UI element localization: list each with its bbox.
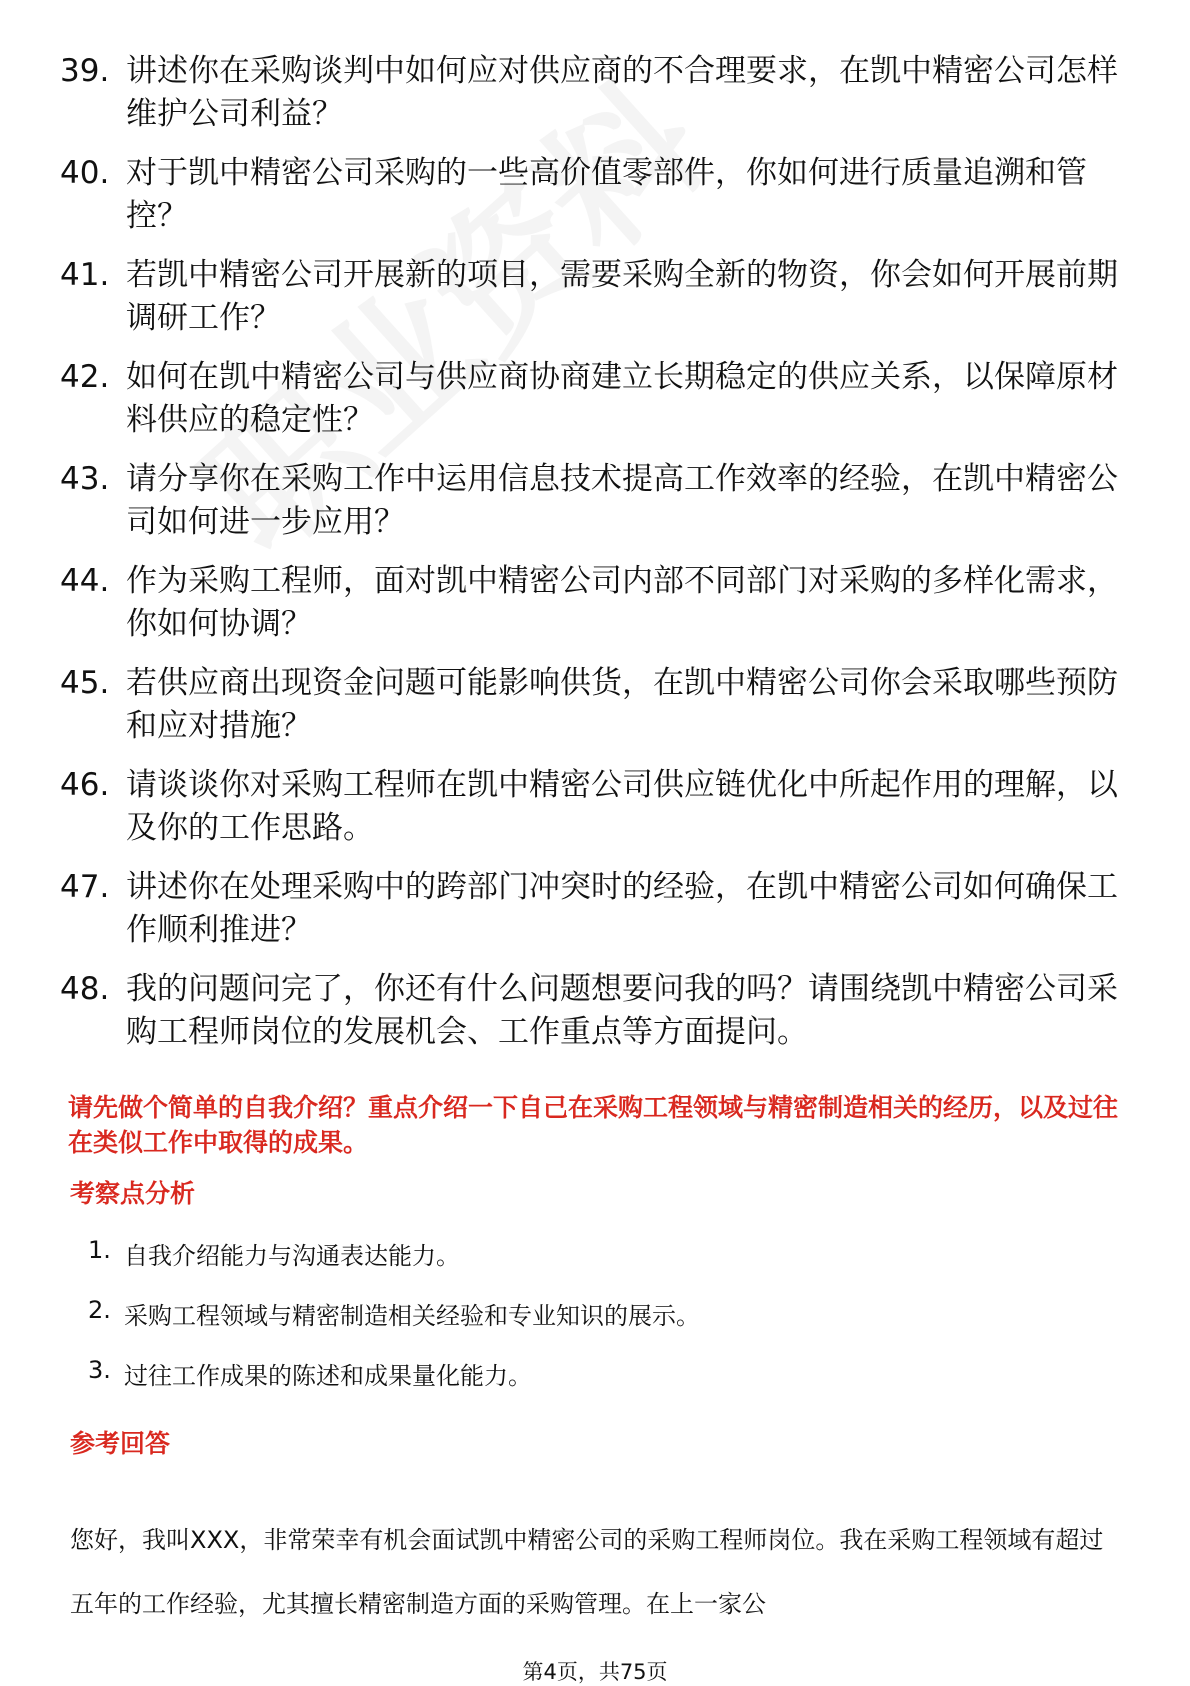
analysis-point [88,1356,700,1416]
analysis-point [88,1236,700,1296]
question-item [60,968,1120,1054]
analysis-point-number: 1. [88,1236,111,1264]
question-item [60,254,1120,340]
question-text: 请谈谈你对采购工程师在凯中精密公司供应链优化中所起作用的理解，以及你的工作思路。 [126,767,1118,846]
analysis-point-text: 自我介绍能力与沟通表达能力。 [124,1242,460,1270]
analysis-point [88,1296,700,1356]
analysis-list [88,1236,700,1416]
question-item [60,662,1120,748]
question-number: 44. [60,563,110,599]
question-number: 45. [60,665,110,701]
intro-question: 请先做个简单的自我介绍？重点介绍一下自己在采购工程领域与精密制造相关的经历，以及过往在类似工作中取得的成果。 [68,1093,1119,1157]
question-number: 47. [60,869,110,905]
question-item [60,866,1120,952]
question-number: 39. [60,53,110,89]
question-item [60,458,1120,544]
question-item [60,50,1120,136]
question-number: 46. [60,767,110,803]
question-number: 40. [60,155,110,191]
question-text: 对于凯中精密公司采购的一些高价值零部件，你如何进行质量追溯和管控？ [126,155,1087,234]
question-text: 作为采购工程师，面对凯中精密公司内部不同部门对采购的多样化需求，你如何协调？ [126,563,1118,642]
analysis-point-text: 过往工作成果的陈述和成果量化能力。 [124,1362,532,1390]
question-item [60,560,1120,646]
question-text: 如何在凯中精密公司与供应商协商建立长期稳定的供应关系，以保障原材料供应的稳定性？ [126,359,1118,438]
page-footer: 第4页，共75页 [522,1660,668,1684]
question-number: 41. [60,257,110,293]
analysis-point-number: 2. [88,1296,111,1324]
question-item [60,152,1120,238]
reference-heading: 参考回答 [70,1429,171,1458]
question-number: 48. [60,971,110,1007]
question-text: 若凯中精密公司开展新的项目，需要采购全新的物资，你会如何开展前期调研工作？ [126,257,1118,336]
question-item [60,356,1120,442]
question-number: 43. [60,461,110,497]
reference-answer: 您好，我叫XXX，非常荣幸有机会面试凯中精密公司的采购工程师岗位。我在采购工程领域有超过五年的工作经验，尤其擅长精密制造方面的采购管理。在上一家公 [70,1526,1104,1618]
question-text: 讲述你在采购谈判中如何应对供应商的不合理要求，在凯中精密公司怎样维护公司利益？ [126,53,1118,132]
question-text: 讲述你在处理采购中的跨部门冲突时的经验，在凯中精密公司如何确保工作顺利推进？ [126,869,1118,948]
question-text: 我的问题问完了，你还有什么问题想要问我的吗？请围绕凯中精密公司采购工程师岗位的发展机会、工作重点等方面提问。 [126,971,1118,1050]
analysis-point-text: 采购工程领域与精密制造相关经验和专业知识的展示。 [124,1302,700,1330]
question-text: 若供应商出现资金问题可能影响供货，在凯中精密公司你会采取哪些预防和应对措施？ [126,665,1118,744]
question-text: 请分享你在采购工作中运用信息技术提高工作效率的经验，在凯中精密公司如何进一步应用？ [126,461,1118,540]
question-item [60,764,1120,850]
question-number: 42. [60,359,110,395]
question-list [60,50,1120,1070]
analysis-heading: 考察点分析 [70,1179,196,1208]
analysis-point-number: 3. [88,1356,111,1384]
